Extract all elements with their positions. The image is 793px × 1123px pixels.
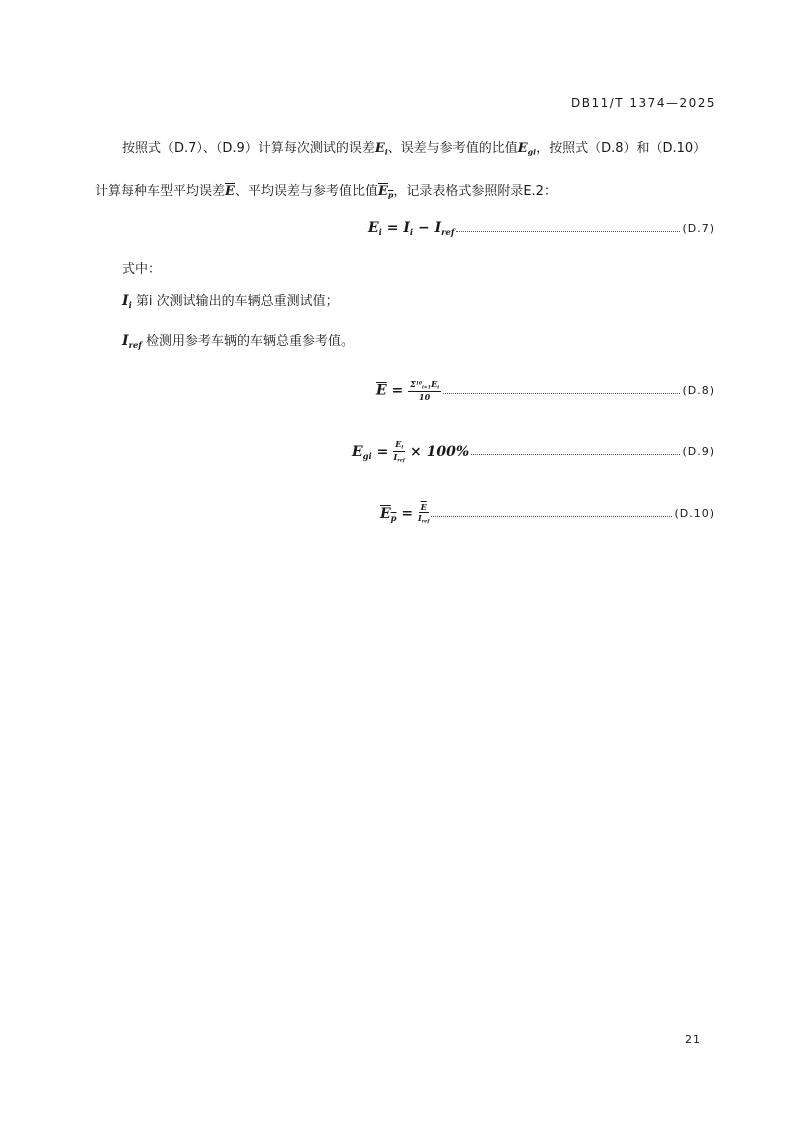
paragraph-text: 、平均误差与参考值比值 <box>234 184 378 199</box>
symbol-iref: $I_{ref}$ <box>122 333 142 350</box>
formula-d8: $\overline{E}$ = $\frac{\Sigma^{10}_{i=1}E_i}{10}$ <box>376 379 440 403</box>
equation-d7 <box>368 220 715 237</box>
symbol-ei: $E_i$ <box>374 141 388 157</box>
where-text: 检测用参考车辆的车辆总重参考值。 <box>146 334 355 349</box>
paragraph-text: 、误差与参考值的比值 <box>387 141 518 156</box>
equation-number: (D.8) <box>682 384 715 398</box>
paragraph-line-2 <box>95 180 557 200</box>
symbol-ii: $I_i$ <box>122 293 132 310</box>
formula-d9: $E_{gi}$ = $\frac{E_i}{I_{ref}}$ × 100% <box>352 439 470 465</box>
paragraph-text: 计算每种车型平均误差 <box>95 184 226 199</box>
equation-number: (D.10) <box>674 507 715 521</box>
leader-dots <box>456 231 680 232</box>
equation-number: (D.7) <box>682 221 715 235</box>
formula-d7: $E_i = I_i - I_{ref}$ <box>368 220 455 237</box>
equation-d9 <box>352 440 715 464</box>
where-item-2 <box>122 330 354 350</box>
symbol-egi: $E_{gi}$ <box>517 141 537 157</box>
standard-code: DB11/T 1374—2025 <box>570 96 716 110</box>
paragraph-text: ，记录表格式参照附录E.2： <box>393 184 557 199</box>
paragraph-text: ，按照式（D.8）和（D.10） <box>536 141 707 156</box>
equation-number: (D.9) <box>682 445 715 459</box>
leader-dots <box>471 454 680 455</box>
where-label: 式中： <box>122 262 162 277</box>
formula-d10: $E_p$ = $\frac{\overline{E}}{I_{ref}}$ <box>380 502 430 525</box>
paragraph-text: 按照式（D.7）、（D.9）计算每次测试的误差 <box>122 141 375 156</box>
page-number: 21 <box>685 1033 701 1046</box>
equation-d8 <box>376 380 715 401</box>
where-item-1 <box>122 290 339 310</box>
leader-dots <box>443 393 680 394</box>
leader-dots <box>431 516 672 517</box>
symbol-ep: $E_p$ <box>377 184 394 200</box>
symbol-e-mean: $\overline{E}$ <box>225 184 235 199</box>
paragraph-line-1 <box>122 137 706 157</box>
equation-d10 <box>380 503 715 524</box>
where-text: 第i 次测试输出的车辆总重测试值； <box>135 294 339 309</box>
